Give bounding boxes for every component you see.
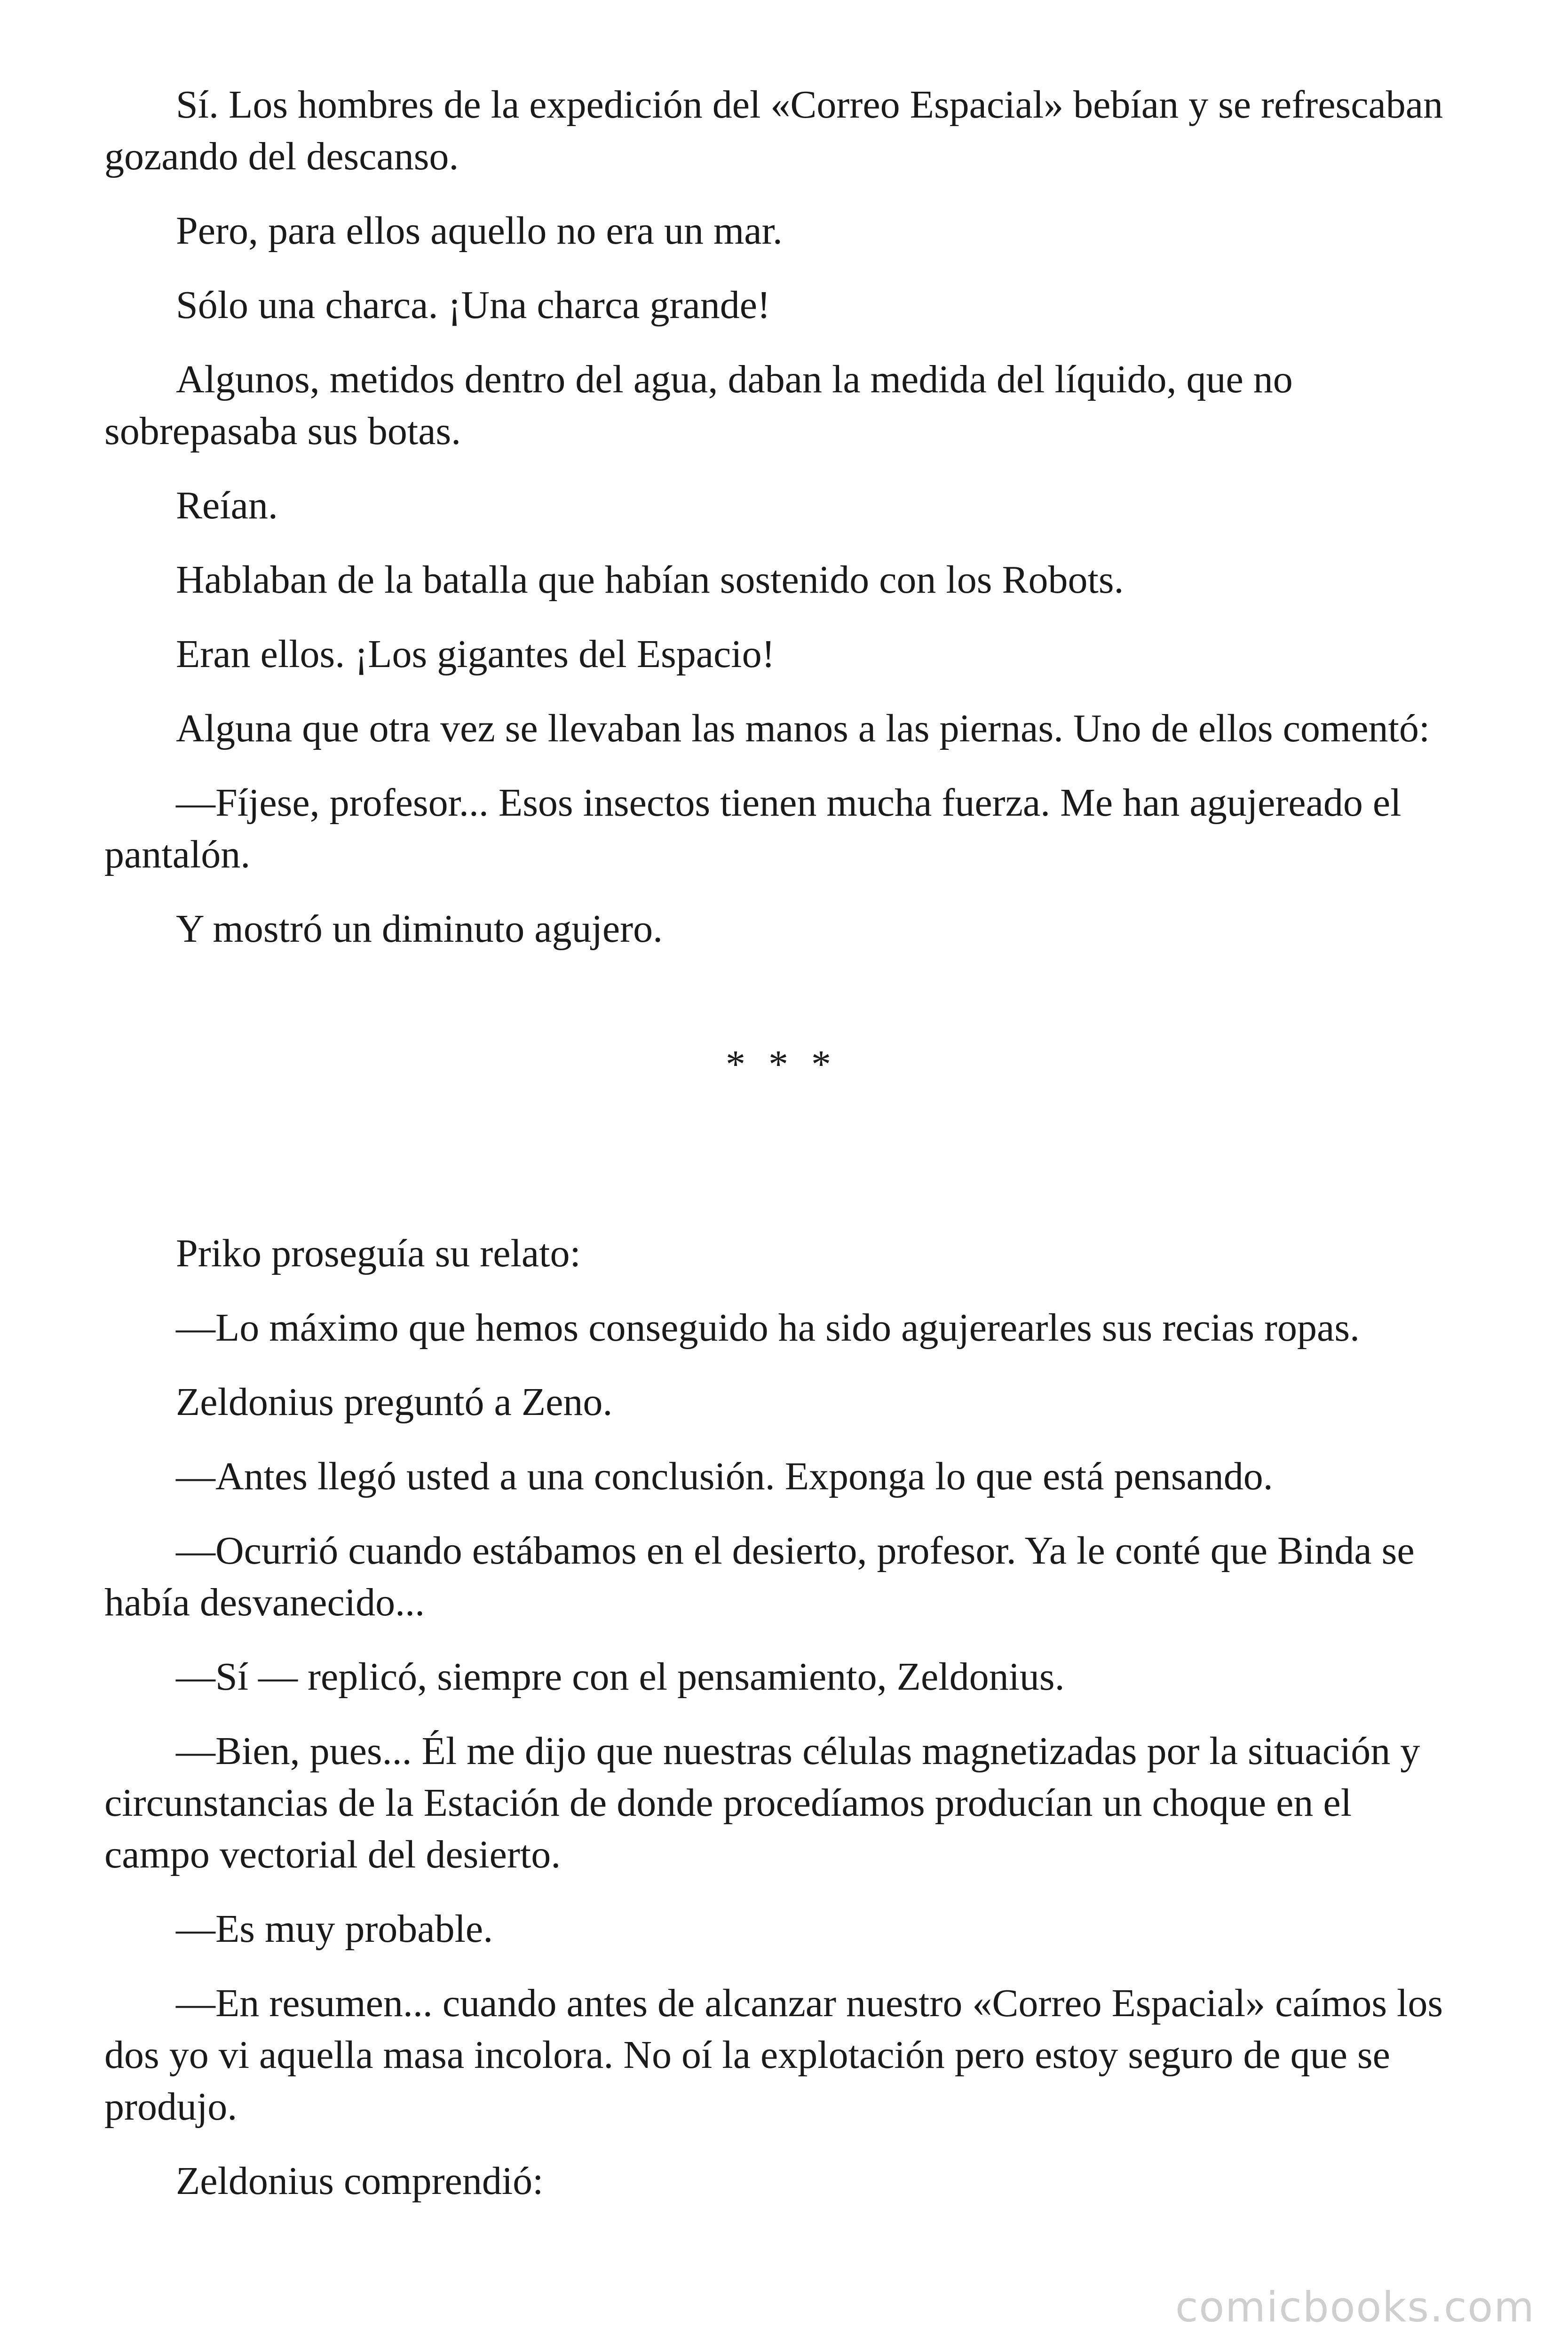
paragraph: —En resumen... cuando antes de alcanzar nuestro «Correo Espacial» caímos los dos yo vi aquella masa incolora. No oí la explotación pero estoy seguro de que se produjo. (104, 1981, 1443, 2129)
watermark: comicbooks.com (1175, 2283, 1535, 2331)
paragraph: —Bien, pues... Él me dijo que nuestras células magnetizadas por la situación y circunstancias de la Estación de donde procedíamos producían un choque en el campo vectorial del desierto. (104, 1729, 1420, 1876)
paragraph: —Fíjese, profesor... Esos insectos tienen mucha fuerza. Me han agujereado el pantalón. (104, 781, 1402, 876)
paragraph: Pero, para ellos aquello no era un mar. (176, 209, 783, 253)
paragraph: Alguna que otra vez se llevaban las manos a las piernas. Uno de ellos comentó: (176, 707, 1430, 750)
paragraph: Zeldonius comprendió: (176, 2159, 544, 2203)
section-separator: * * * (726, 1042, 838, 1086)
paragraph: Eran ellos. ¡Los gigantes del Espacio! (176, 632, 775, 676)
paragraph: Algunos, metidos dentro del agua, daban la medida del líquido, que no sobrepasaba sus botas. (104, 358, 1293, 453)
paragraph: —Es muy probable. (176, 1907, 493, 1951)
paragraph: Hablaban de la batalla que habían sostenido con los Robots. (176, 558, 1124, 602)
paragraph: —Antes llegó usted a una conclusión. Exponga lo que está pensando. (176, 1454, 1273, 1498)
paragraph: Y mostró un diminuto agujero. (176, 907, 663, 951)
body-text (104, 79, 1459, 2230)
paragraph: Reían. (176, 484, 278, 527)
paragraph: —Ocurrió cuando estábamos en el desierto, profesor. Ya le conté que Binda se había desvanecido... (104, 1529, 1415, 1624)
paragraph: Priko proseguía su relato: (176, 1232, 581, 1275)
paragraph: —Lo máximo que hemos conseguido ha sido agujerearles sus recias ropas. (176, 1306, 1360, 1350)
paragraph: Zeldonius preguntó a Zeno. (176, 1380, 613, 1424)
paragraph: Sí. Los hombres de la expedición del «Correo Espacial» bebían y se refrescaban gozando del descanso. (104, 83, 1443, 178)
paragraph: Sólo una charca. ¡Una charca grande! (176, 283, 770, 327)
paragraph: —Sí — replicó, siempre con el pensamiento, Zeldonius. (176, 1655, 1065, 1699)
